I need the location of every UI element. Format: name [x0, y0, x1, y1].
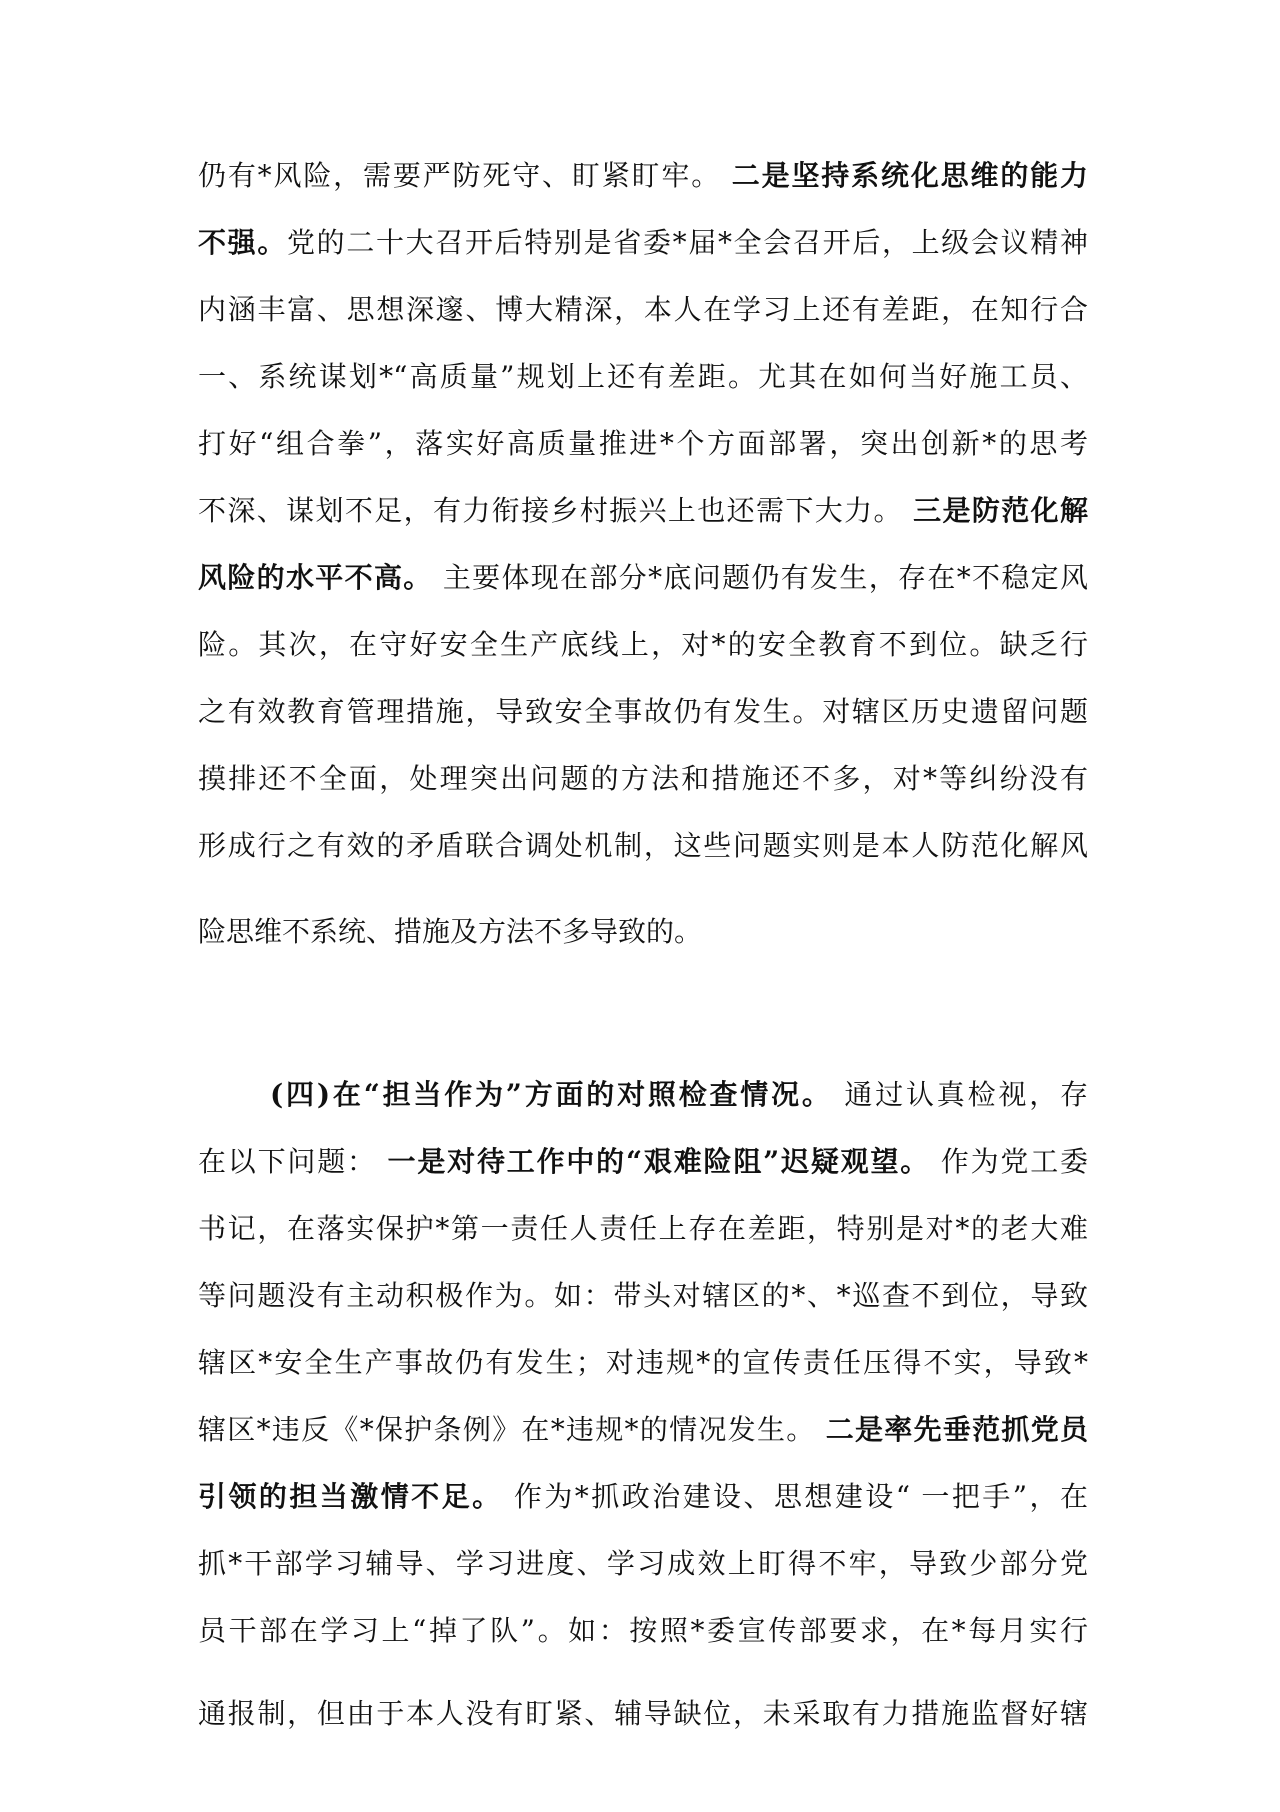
text-run: 不深、谋划不足，有力衔接乡村振兴上也还需下大力。 [198, 494, 914, 527]
text-run: 主要体现在部分*底问题仍有发生，存在*不稳定风 [432, 561, 1088, 594]
text-line [198, 142, 1088, 209]
text-run: 险思维不系统、措施及方法不多导致的。 [198, 915, 703, 948]
text-line [198, 1396, 1088, 1463]
text-run: 作为*抓政治建设、思想建设“ 一把手”，在 [502, 1480, 1088, 1513]
text-line [198, 1463, 1088, 1530]
text-line [198, 1597, 1088, 1664]
bold-text-run: 不强。 [198, 226, 287, 259]
text-line [198, 678, 1088, 745]
text-run: 党的二十大召开后特别是省委*届*全会召开后，上级会议精神 [287, 226, 1088, 259]
text-run: 抓*干部学习辅导、学习进度、学习成效上盯得不牢，导致少部分党 [198, 1547, 1088, 1580]
text-run: 作为党工委 [930, 1145, 1088, 1178]
text-line [198, 276, 1088, 343]
text-run: 辖区*违反《*保护条例》在*违规*的情况发生。 [198, 1413, 826, 1446]
paragraph [198, 142, 1088, 965]
text-run: 一、系统谋划*“高质量”规划上还有差距。尤其在如何当好施工员、 [198, 360, 1088, 393]
text-line [198, 410, 1088, 477]
text-run: 等问题没有主动积极作为。如：带头对辖区的*、*巡查不到位，导致 [198, 1279, 1088, 1312]
text-line [198, 343, 1088, 410]
text-line [198, 477, 1088, 544]
text-run: 在以下问题： [198, 1145, 388, 1178]
text-line [198, 1329, 1088, 1396]
bold-text-run: (四)在“担当作为”方面的对照检查情况。 [270, 1078, 833, 1111]
text-run: 内涵丰富、思想深邃、博大精深，本人在学习上还有差距，在知行合 [198, 293, 1088, 326]
text-run: 险。其次，在守好安全生产底线上，对*的安全教育不到位。缺乏行 [198, 628, 1088, 661]
bold-text-run: 三是防范化解 [913, 494, 1088, 527]
text-run: 打好“组合拳”，落实好高质量推进*个方面部署，突出创新*的思考 [198, 427, 1088, 460]
text-run: 形成行之有效的矛盾联合调处机制，这些问题实则是本人防范化解风 [198, 829, 1088, 862]
text-run: 辖区*安全生产事故仍有发生；对违规*的宣传责任压得不实，导致* [198, 1346, 1088, 1379]
text-run: 仍有*风险，需要严防死守、盯紧盯牢。 [198, 159, 732, 192]
bold-text-run: 二是率先垂范抓党员 [825, 1413, 1088, 1446]
text-line [198, 898, 1088, 965]
text-line [198, 611, 1088, 678]
text-line [198, 745, 1088, 812]
text-line [198, 812, 1088, 879]
text-line [198, 1061, 1088, 1128]
text-run: 书记，在落实保护*第一责任人责任上存在差距，特别是对*的老大难 [198, 1212, 1088, 1245]
text-run: 之有效教育管理措施，导致安全事故仍有发生。对辖区历史遗留问题 [198, 695, 1088, 728]
text-line [198, 1680, 1088, 1747]
bold-text-run: 二是坚持系统化思维的能力 [731, 159, 1088, 192]
text-line [198, 209, 1088, 276]
text-run: 员干部在学习上“掉了队”。如：按照*委宣传部要求，在*每月实行 [198, 1614, 1088, 1647]
text-line [198, 544, 1088, 611]
text-line [198, 1262, 1088, 1329]
bold-text-run: 引领的担当激情不足。 [198, 1480, 503, 1513]
text-line [198, 1195, 1088, 1262]
paragraph [198, 1061, 1088, 1747]
document-body [198, 142, 1088, 1747]
text-line [198, 1530, 1088, 1597]
text-run: 通报制，但由于本人没有盯紧、辅导缺位，未采取有力措施监督好辖 [198, 1697, 1088, 1730]
text-run: 通过认真检视，存 [832, 1078, 1088, 1111]
bold-text-run: 风险的水平不高。 [198, 561, 433, 594]
text-run: 摸排还不全面，处理突出问题的方法和措施还不多，对*等纠纷没有 [198, 762, 1088, 795]
bold-text-run: 一是对待工作中的“艰难险阻”迟疑观望。 [387, 1145, 931, 1178]
text-line [198, 1128, 1088, 1195]
